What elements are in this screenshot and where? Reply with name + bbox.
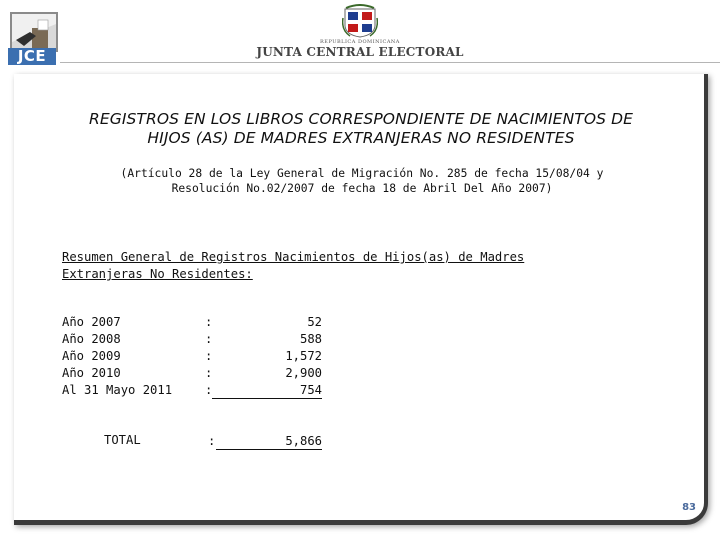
logo-text: JCE bbox=[8, 48, 56, 65]
total-colon: : bbox=[208, 434, 216, 448]
title-line-1: REGISTROS EN LOS LIBROS CORRESPONDIENTE DE NACIMIENTOS DE bbox=[88, 110, 634, 128]
total-label: TOTAL bbox=[104, 433, 141, 447]
summary-heading bbox=[62, 249, 622, 283]
list-item bbox=[62, 383, 362, 400]
row-label: Año 2008 bbox=[62, 332, 121, 346]
coat-of-arms-icon bbox=[342, 4, 378, 38]
legal-reference bbox=[90, 166, 634, 196]
ballot-hand-icon bbox=[10, 12, 58, 52]
total-value: 5,866 bbox=[216, 434, 322, 450]
page-title bbox=[20, 110, 702, 148]
list-item bbox=[62, 332, 362, 349]
row-label: Año 2010 bbox=[62, 366, 121, 380]
summary-line-1: Resumen General de Registros Nacimientos de Hijos(as) de Madres bbox=[62, 250, 525, 264]
row-value: 754 bbox=[212, 383, 322, 399]
row-value: 2,900 bbox=[285, 366, 322, 380]
title-line-2: HIJOS (AS) DE MADRES EXTRANJERAS NO RESIDENTES bbox=[147, 129, 575, 147]
legal-reference-line-1: (Artículo 28 de la Ley General de Migración No. 285 de fecha 15/08/04 y bbox=[120, 167, 604, 180]
row-value: 588 bbox=[299, 332, 322, 346]
list-item bbox=[62, 315, 362, 332]
list-item bbox=[62, 366, 362, 383]
header-divider bbox=[60, 62, 720, 63]
page-header bbox=[230, 4, 490, 59]
row-colon: : bbox=[205, 383, 213, 397]
row-colon: : bbox=[205, 315, 213, 329]
total-row bbox=[104, 433, 344, 451]
legal-reference-line-2: Resolución No.02/2007 de fecha 18 de Abril Del Año 2007) bbox=[171, 182, 553, 195]
row-label: Año 2009 bbox=[62, 349, 121, 363]
row-value: 1,572 bbox=[285, 349, 322, 363]
jce-logo bbox=[8, 10, 60, 66]
organization-name: JUNTA CENTRAL ELECTORAL bbox=[256, 45, 464, 59]
page-number: 83 bbox=[682, 502, 696, 513]
row-value: 52 bbox=[307, 315, 322, 329]
list-item bbox=[62, 349, 362, 366]
row-label: Año 2007 bbox=[62, 315, 121, 329]
country-label: REPUBLICA DOMINICANA bbox=[320, 39, 400, 45]
summary-line-2: Extranjeras No Residentes: bbox=[62, 267, 253, 281]
row-colon: : bbox=[205, 332, 213, 346]
row-colon: : bbox=[205, 349, 213, 363]
row-colon: : bbox=[205, 366, 213, 380]
row-label: Al 31 Mayo 2011 bbox=[62, 383, 173, 397]
